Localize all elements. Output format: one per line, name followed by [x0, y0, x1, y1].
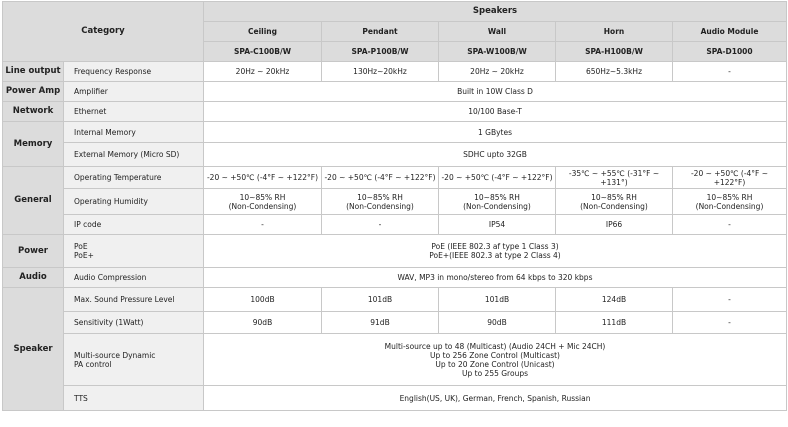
row-label-amplifier: Amplifier	[64, 82, 204, 102]
row-label-ethernet: Ethernet	[64, 102, 204, 122]
column-model-wall: SPA-W100B/W	[439, 42, 556, 62]
cell-op-temp-wall: -20 ~ +50℃ (-4°F ~ +122°F)	[439, 167, 556, 189]
cell-sensitivity-pendant: 91dB	[322, 312, 439, 334]
cell-max-spl-ceiling: 100dB	[204, 288, 322, 312]
cell-op-humidity-horn: 10~85% RH (Non-Condensing)	[556, 189, 673, 215]
cell-ip-code-audio-module: -	[673, 215, 787, 235]
cell-op-humidity-audio-module: 10~85% RH (Non-Condensing)	[673, 189, 787, 215]
row-label-op-temp: Operating Temperature	[64, 167, 204, 189]
row-label-multisource: Multi-source Dynamic PA control	[64, 334, 204, 386]
cell-ip-code-pendant: -	[322, 215, 439, 235]
cell-frequency-horn: 650Hz~5.3kHz	[556, 62, 673, 82]
cell-amplifier: Built in 10W Class D	[204, 82, 787, 102]
cell-op-humidity-ceiling: 10~85% RH (Non-Condensing)	[204, 189, 322, 215]
row-label-op-humidity: Operating Humidity	[64, 189, 204, 215]
cell-sensitivity-horn: 111dB	[556, 312, 673, 334]
cell-sensitivity-wall: 90dB	[439, 312, 556, 334]
cell-ip-code-horn: IP66	[556, 215, 673, 235]
category-header: Category	[3, 2, 204, 62]
cell-frequency-pendant: 130Hz~20kHz	[322, 62, 439, 82]
column-model-audio-module: SPA-D1000	[673, 42, 787, 62]
group-line-output: Line output	[3, 62, 64, 82]
group-speaker: Speaker	[3, 288, 64, 411]
group-power-amp: Power Amp	[3, 82, 64, 102]
cell-max-spl-horn: 124dB	[556, 288, 673, 312]
column-type-horn: Horn	[556, 22, 673, 42]
column-type-pendant: Pendant	[322, 22, 439, 42]
row-label-max-spl: Max. Sound Pressure Level	[64, 288, 204, 312]
cell-tts: English(US, UK), German, French, Spanish, Russian	[204, 386, 787, 411]
group-network: Network	[3, 102, 64, 122]
cell-internal-memory: 1 GBytes	[204, 122, 787, 143]
row-label-sensitivity: Sensitivity (1Watt)	[64, 312, 204, 334]
speakers-header: Speakers	[204, 2, 787, 22]
group-power: Power	[3, 235, 64, 268]
row-label-audio-compression: Audio Compression	[64, 268, 204, 288]
cell-op-temp-horn: -35℃ ~ +55℃ (-31°F ~ +131°)	[556, 167, 673, 189]
cell-ip-code-wall: IP54	[439, 215, 556, 235]
cell-op-humidity-pendant: 10~85% RH (Non-Condensing)	[322, 189, 439, 215]
cell-op-temp-ceiling: -20 ~ +50℃ (-4°F ~ +122°F)	[204, 167, 322, 189]
cell-audio-compression: WAV, MP3 in mono/stereo from 64 kbps to 320 kbps	[204, 268, 787, 288]
cell-op-temp-audio-module: -20 ~ +50℃ (-4°F ~ +122°F)	[673, 167, 787, 189]
column-type-audio-module: Audio Module	[673, 22, 787, 42]
row-label-ip-code: IP code	[64, 215, 204, 235]
cell-op-temp-pendant: -20 ~ +50℃ (-4°F ~ +122°F)	[322, 167, 439, 189]
cell-ethernet: 10/100 Base-T	[204, 102, 787, 122]
row-label-external-memory: External Memory (Micro SD)	[64, 143, 204, 167]
cell-frequency-audio-module: -	[673, 62, 787, 82]
cell-max-spl-pendant: 101dB	[322, 288, 439, 312]
column-model-horn: SPA-H100B/W	[556, 42, 673, 62]
cell-sensitivity-audio-module: -	[673, 312, 787, 334]
spec-table	[2, 1, 787, 411]
column-model-pendant: SPA-P100B/W	[322, 42, 439, 62]
cell-poe: PoE (IEEE 802.3 af type 1 Class 3) PoE+(IEEE 802.3 at type 2 Class 4)	[204, 235, 787, 268]
cell-external-memory: SDHC upto 32GB	[204, 143, 787, 167]
cell-frequency-ceiling: 20Hz ~ 20kHz	[204, 62, 322, 82]
column-model-ceiling: SPA-C100B/W	[204, 42, 322, 62]
row-label-internal-memory: Internal Memory	[64, 122, 204, 143]
row-label-tts: TTS	[64, 386, 204, 411]
cell-multisource: Multi-source up to 48 (Multicast) (Audio 24CH + Mic 24CH) Up to 256 Zone Control (Multicast) Up to 20 Zone Control (Unicast) Up to 255 Groups	[204, 334, 787, 386]
cell-ip-code-ceiling: -	[204, 215, 322, 235]
group-memory: Memory	[3, 122, 64, 167]
cell-sensitivity-ceiling: 90dB	[204, 312, 322, 334]
cell-max-spl-wall: 101dB	[439, 288, 556, 312]
column-type-ceiling: Ceiling	[204, 22, 322, 42]
group-general: General	[3, 167, 64, 235]
group-audio: Audio	[3, 268, 64, 288]
row-label-frequency: Frequency Response	[64, 62, 204, 82]
cell-frequency-wall: 20Hz ~ 20kHz	[439, 62, 556, 82]
column-type-wall: Wall	[439, 22, 556, 42]
cell-max-spl-audio-module: -	[673, 288, 787, 312]
row-label-poe: PoE PoE+	[64, 235, 204, 268]
cell-op-humidity-wall: 10~85% RH (Non-Condensing)	[439, 189, 556, 215]
